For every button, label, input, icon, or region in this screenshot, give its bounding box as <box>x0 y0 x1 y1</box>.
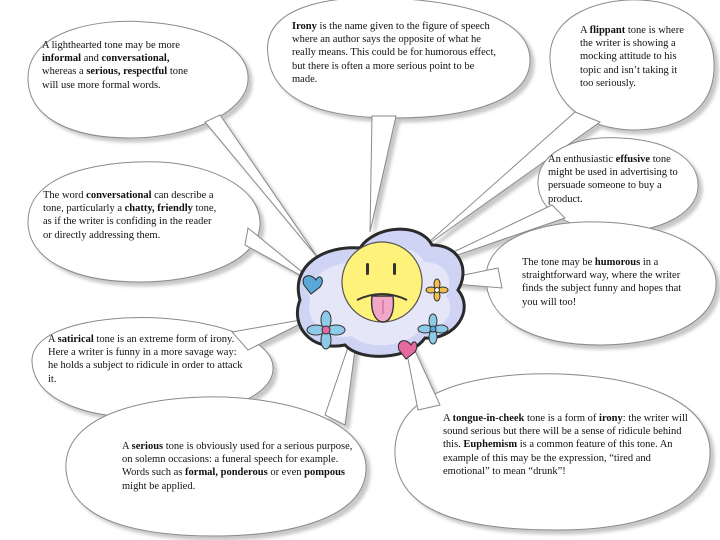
text-run: or even <box>267 467 305 479</box>
bold-term: Euphemism <box>463 439 518 451</box>
bold-term: flippant <box>589 25 626 36</box>
irony-text <box>292 20 497 86</box>
lighthearted-text <box>42 39 192 92</box>
text-run: tone is an extreme form of irony. Here a writer is funny in a more savage way: he holds a subject to ridicule in order to attack it. <box>48 334 243 385</box>
text-run: is a common feature of this tone. An example of this may be the expression, “tired and emotional” to mean “drunk”! <box>443 439 673 477</box>
text-run: tone is obviously used for a serious purpose, on solemn occasions: a funeral speech for example. Words such as <box>122 441 353 479</box>
text-run: tone is where the writer is showing a mocking attitude to his topic and isn’t taking it too seriously. <box>580 25 684 89</box>
conversational-text <box>43 189 218 242</box>
text-run: tone, as if the writer is confiding in the reader or directly addressing them. <box>43 203 217 241</box>
serious-text <box>122 440 354 493</box>
text-run: A <box>122 441 132 452</box>
bold-term: conversational, <box>101 53 170 65</box>
bold-term: serious <box>131 441 164 452</box>
bold-term: satirical <box>57 334 94 345</box>
text-run: The word <box>43 190 87 201</box>
text-run: is the name given to the figure of speech where an author says the opposite of what he really means. This could be for humorous effect, but there is often a more serious point to be made. <box>292 21 497 85</box>
bold-term: humorous <box>594 257 641 268</box>
bold-term: serious, respectful <box>86 66 168 78</box>
humorous-text <box>522 256 682 309</box>
text-run: The tone may be <box>522 257 595 268</box>
bold-term: pompous <box>304 467 345 479</box>
bold-term: conversational <box>86 190 152 201</box>
bold-term: informal <box>42 53 82 65</box>
flippant-text <box>580 24 690 90</box>
bold-term: irony <box>599 413 623 424</box>
text-run: A <box>443 413 453 424</box>
text-run: in a straightforward way, where the writer finds the subject funny and hopes that you will too! <box>522 257 682 308</box>
tongue-in-cheek-text <box>443 412 695 478</box>
text-run: A <box>580 25 590 36</box>
bold-term: tongue-in-cheek <box>452 413 525 424</box>
text-run: tone is a form of <box>524 413 600 424</box>
text-run: : the writer will sound serious but there will be a sense of ridicule behind this. <box>443 413 688 451</box>
text-run: and <box>81 53 102 65</box>
text-run: might be applied. <box>122 480 196 492</box>
text-run: tone might be used in advertising to persuade someone to buy a product. <box>548 154 678 205</box>
bold-term: Irony <box>292 21 317 32</box>
text-run: A lighthearted tone may be more <box>42 40 180 51</box>
text-run: tone will use more formal words. <box>42 66 188 91</box>
text-run: whereas a <box>42 66 87 78</box>
effusive-text <box>548 153 683 206</box>
text-run: A <box>48 334 58 345</box>
text-run: can describe a tone, particularly a <box>43 190 214 215</box>
satirical-text <box>48 333 243 386</box>
bold-term: chatty, friendly <box>124 203 193 215</box>
text-run: An enthusiastic <box>548 154 616 165</box>
bold-term: effusive <box>615 154 651 165</box>
bold-term: formal, ponderous <box>185 467 268 479</box>
